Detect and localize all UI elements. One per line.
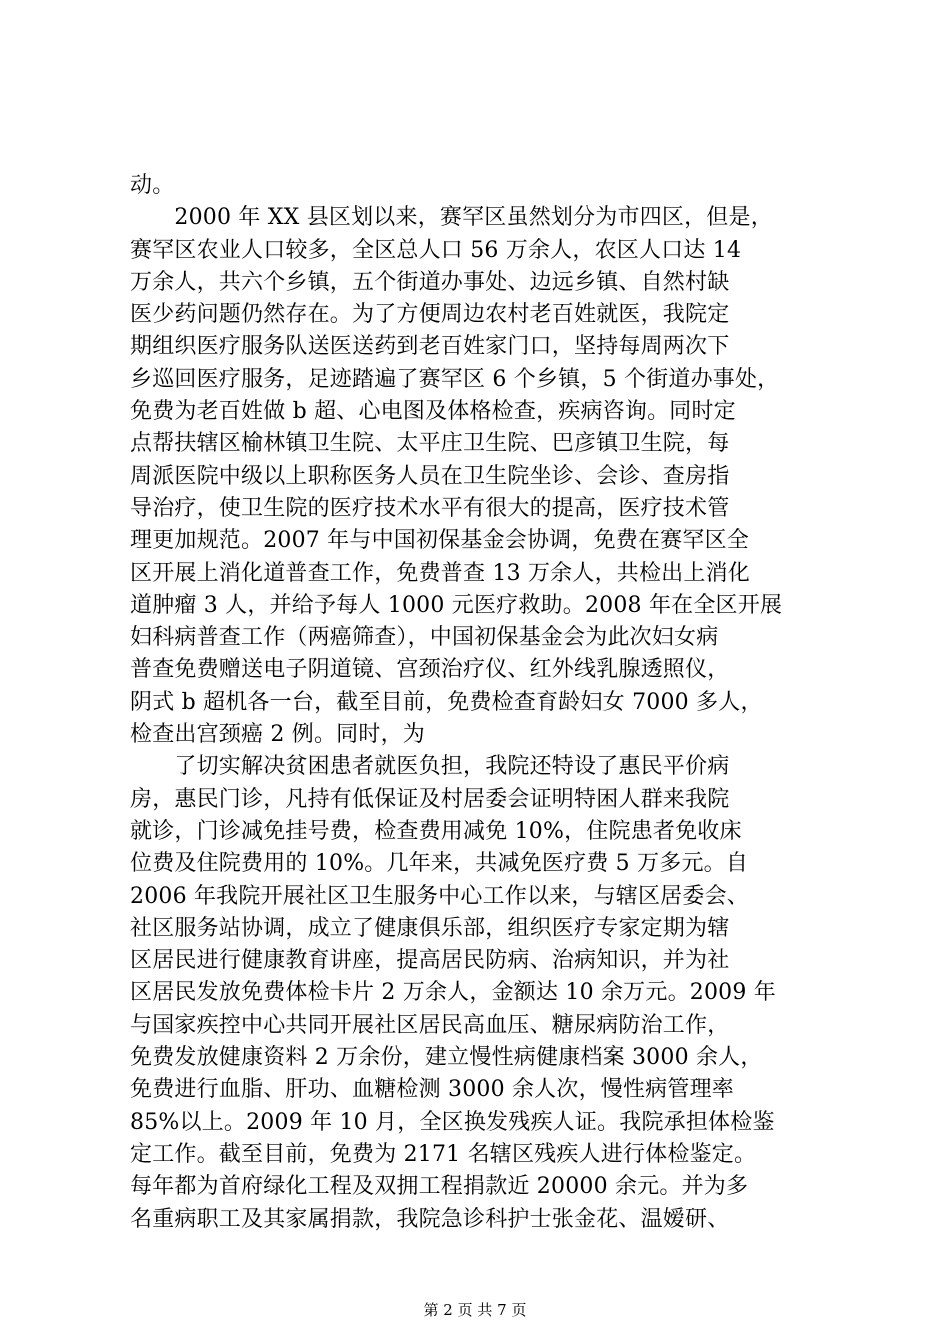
text-line: 普查免费赠送电子阴道镜、宫颈治疗仪、红外线乳腺透照仪， [130,657,730,683]
text-line: 万余人，共六个乡镇，五个街道办事处、边远乡镇、自然村缺 [130,269,730,295]
text-line: 阴式 b 超机各一台，截至目前，免费检查育龄妇女 7000 多人， [130,689,763,715]
text-line: 理更加规范。2007 年与中国初保基金会协调，免费在赛罕区全 [130,528,749,554]
text-line: 动。 [130,173,175,198]
text-line: 周派医院中级以上职称医务人员在卫生院坐诊、会诊、查房指 [130,463,730,489]
text-line: 每年都为首府绿化工程及双拥工程捐款近 20000 余元。并为多 [130,1174,749,1200]
text-line: 区开展上消化道普查工作，免费普查 13 万余人，共检出上消化 [130,560,750,586]
text-line: 免费进行血脂、肝功、血糖检测 3000 余人次，慢性病管理率 [130,1077,734,1103]
text-line: 了切实解决贫困患者就医负担，我院还特设了惠民平价病 [130,754,730,780]
body-text [130,170,830,1236]
text-line: 区居民发放免费体检卡片 2 万余人，金额达 10 余万元。2009 年 [130,980,776,1006]
text-line: 道肿瘤 3 人，并给予每人 1000 元医疗救助。2008 年在全区开展 [130,592,783,618]
text-line: 定工作。截至目前，免费为 2171 名辖区残疾人进行体检鉴定。 [130,1141,757,1167]
text-line: 免费发放健康资料 2 万余份，建立慢性病健康档案 3000 余人， [130,1045,763,1071]
text-line: 期组织医疗服务队送医送药到老百姓家门口，坚持每周两次下 [130,334,730,360]
text-line: 社区服务站协调，成立了健康俱乐部，组织医疗专家定期为辖 [130,915,730,941]
text-line: 85%以上。2009 年 10 月，全区换发残疾人证。我院承担体检鉴 [130,1109,775,1135]
text-line: 赛罕区农业人口较多，全区总人口 56 万余人，农区人口达 14 [130,237,742,263]
text-line: 2006 年我院开展社区卫生服务中心工作以来，与辖区居委会、 [130,883,749,909]
page-number: 第 2 页 共 7 页 [423,1301,527,1319]
page-footer [0,1300,950,1320]
text-line: 与国家疾控中心共同开展社区居民高血压、糖尿病防治工作， [130,1012,730,1038]
text-line: 房，惠民门诊，凡持有低保证及村居委会证明特困人群来我院 [130,786,730,812]
text-line: 免费为老百姓做 b 超、心电图及体格检查，疾病咨询。同时定 [130,399,736,425]
text-line: 点帮扶辖区榆林镇卫生院、太平庄卫生院、巴彦镇卫生院，每 [130,431,730,457]
text-line: 位费及住院费用的 10%。几年来，共减免医疗费 5 万多元。自 [130,851,749,877]
text-line: 名重病职工及其家属捐款，我院急诊科护士张金花、温嫒研、 [130,1206,730,1232]
text-line: 妇科病普查工作（两癌筛查），中国初保基金会为此次妇女病 [130,625,719,651]
text-line: 就诊，门诊减免挂号费，检查费用减免 10%，住院患者免收床 [130,818,742,844]
text-line: 乡巡回医疗服务，足迹踏遍了赛罕区 6 个乡镇，5 个街道办事处， [130,366,780,392]
text-line: 2000 年 XX 县区划以来，赛罕区虽然划分为市四区，但是， [130,205,773,231]
text-line: 检查出宫颈癌 2 例。同时，为 [130,722,425,748]
text-line: 医少药问题仍然存在。为了方便周边农村老百姓就医，我院定 [130,302,730,328]
text-line: 导治疗，使卫生院的医疗技术水平有很大的提高，医疗技术管 [130,495,730,521]
text-line: 区居民进行健康教育讲座，提高居民防病、治病知识，并为社 [130,948,730,974]
